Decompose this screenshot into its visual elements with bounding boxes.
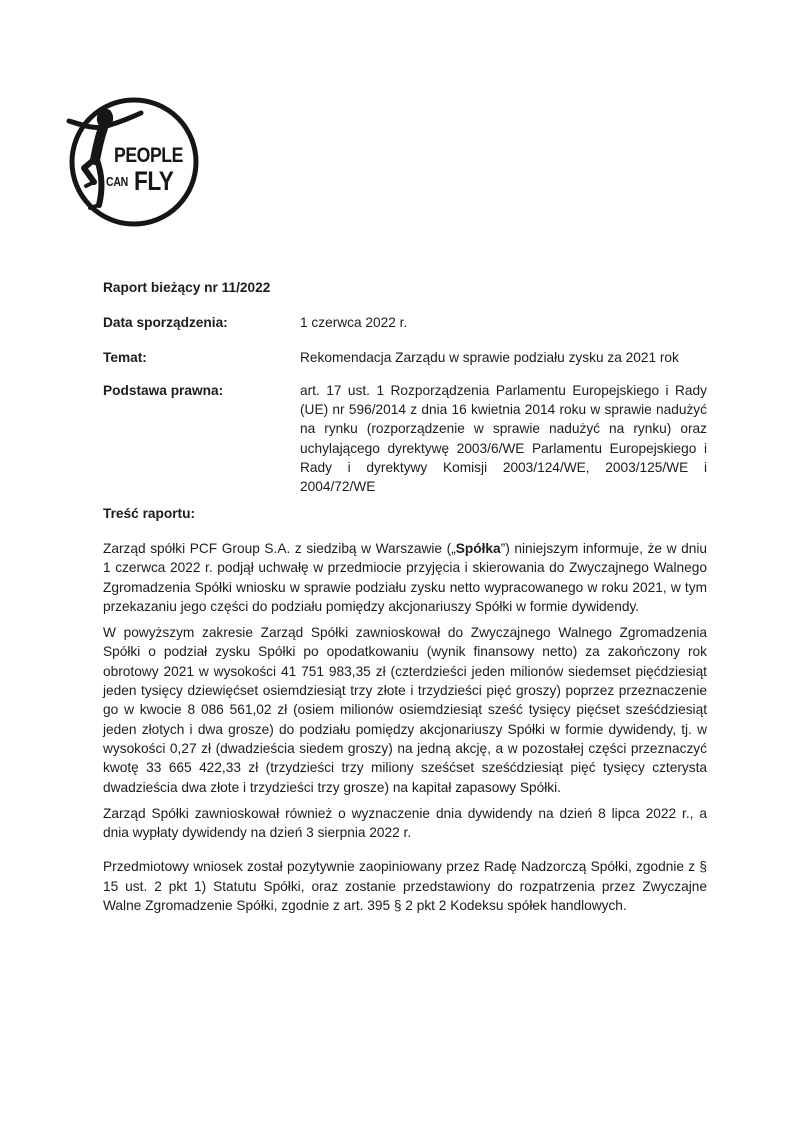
field-value-date: 1 czerwca 2022 r. [300,315,408,331]
field-label-date: Data sporządzenia: [103,315,228,331]
field-row-topic [103,348,707,367]
paragraph-dividend-dates: Zarząd Spółki zawnioskował również o wyznaczenie dnia dywidendy na dzień 8 lipca 2022 r., a dnia wypłaty dywidendy na dzień 3 sierpnia 2022 r. [103,805,707,841]
field-row-legal-basis [103,381,707,497]
logo-word-fly: FLY [134,166,174,197]
company-defined-term: Spółka [455,540,501,556]
report-number: Raport bieżący nr 11/2022 [103,280,271,295]
paragraph-supervisory-board-opinion: Przedmiotowy wniosek został pozytywnie zaopiniowany przez Radę Nadzorczą Spółki, zgodnie z § 15 ust. 2 pkt 1) Statutu Spółki, oraz zostanie przedstawiony do rozpatrzenia przez Zwyczajne Walne Zgromadzenie Spółki, zgodnie z art. 395 § 2 pkt 2 Kodeksu spółek handlowych. [103,859,707,914]
people-can-fly-logo [66,94,202,230]
report-content [103,278,707,915]
paragraph-profit-distribution: W powyższym zakresie Zarząd Spółki zawnioskował do Zwyczajnego Walnego Zgromadzenia Spółki o podział zysku Spółki po opodatkowaniu (wynik finansowy netto) za zakończony rok obrotowy 2021 w wysokości 41 751 983,35 zł (czterdzieści jeden milionów siedemset pięćdziesiąt jeden tysięcy dziewięćset osiemdziesiąt trzy złote i trzydzieści pięć groszy) poprzez przeznaczenie go w kwocie 8 086 561,02 zł (osiem milionów osiemdziesiąt sześć tysięcy pięćset sześćdziesiąt jeden złotych i dwa grosze) do podziału pomiędzy akcjonariuszy Spółki w formie dywidendy, tj. w wysokości 0,27 zł (dwadzieścia siedem groszy) na jedną akcję, a w pozostałej części przeznaczyć kwotę 33 665 422,33 zł (trzydzieści trzy miliony sześćset sześćdziesiąt pięć tysięcy czterysta dwadzieścia dwa złote i trzydzieści trzy grosze) na kapitał zapasowy Spółki. [103,625,707,795]
field-row-date [103,313,707,332]
paragraph-resolution [103,539,707,616]
logo-word-can: CAN [106,176,128,190]
field-value-legal-basis: art. 17 ust. 1 Rozporządzenia Parlamentu Europejskiego i Rady (UE) nr 596/2014 z dnia 16 kwietnia 2014 roku w sprawie nadużyć na rynku (rozporządzenie w sprawie nadużyć na rynku) oraz uchylającego dyrektywę 2003/6/WE Parlamentu Europejskiego i Rady i dyrektywy Komisji 2003/124/WE, 2003/125/WE i 2004/72/WE [300,382,707,495]
logo-word-people: PEOPLE [114,143,183,168]
logo-graphic [66,94,202,230]
field-value-topic: Rekomendacja Zarządu w sprawie podziału zysku za 2021 rok [300,349,679,365]
paragraph-text: ”) niniejszym informuje, że w dniu 1 czerwca 2022 r. podjął uchwałę w przedmiocie przyjęcia i skierowania do Zwyczajnego Walnego Zgromadzenia Spółki wniosku w sprawie podziału zysku netto wypracowanego w roku 2021, w tym przekazaniu jego części do podziału pomiędzy akcjonariuszy Spółki w formie dywidendy. [103,540,707,614]
field-label-topic: Temat: [103,349,147,365]
paragraph-text: Zarząd spółki PCF Group S.A. z siedzibą w Warszawie („ [103,540,456,556]
field-label-legal-basis: Podstawa prawna: [103,382,224,398]
report-content-heading: Treść raportu: [103,505,196,521]
